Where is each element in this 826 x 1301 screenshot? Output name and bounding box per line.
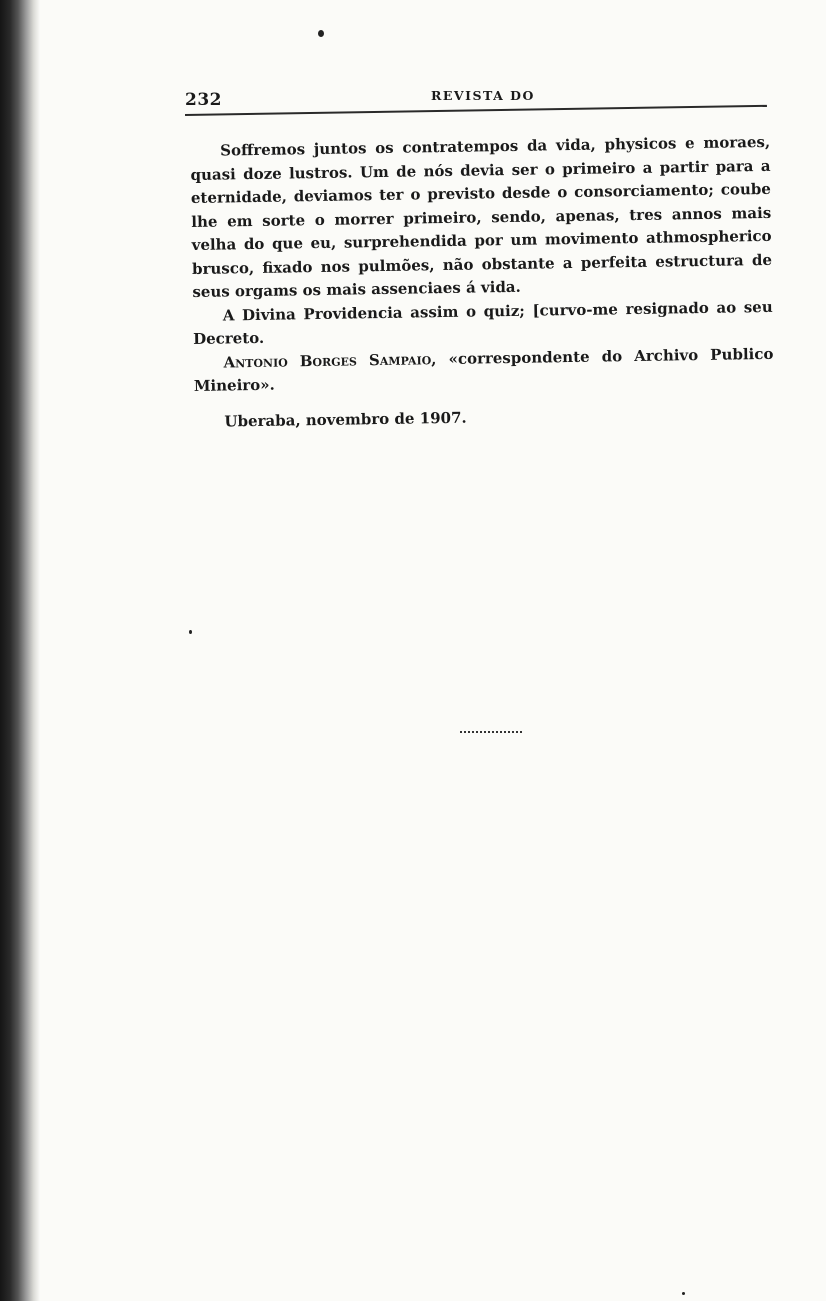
ink-speck [318,30,324,37]
page-number: 232 [185,90,222,110]
article-body [190,131,775,434]
end-divider [460,731,522,733]
dateline: Uberaba, novembro de 1907. [224,408,467,430]
signature-title: «correspondente do Archivo Publico Mineiro». [193,344,774,395]
signature-name: Antonio Borges Sampaio, [223,349,437,372]
running-head: REVISTA DO [431,88,535,103]
book-binding-edge [0,0,40,1301]
paragraph: Soffremos juntos os contratempos da vida, physicos e moraes, quasi doze lustros. Um de nós devia ser o primeiro a partir para a eternidade, deviamos ter o previsto desde o consorciamento; coube lhe em sorte o morrer primeiro, sendo, apenas, tres annos mais velha do que eu, surprehendida por um movimento athmospherico brusco, fixado nos pulmões, não obstante a perfeita estructura de seus orgams os mais assenciaes á vida. [190,132,773,301]
ink-speck [189,630,192,634]
signature-line [193,342,774,398]
paragraph: A Divina Providencia assim o quiz; [curvo-me resignado ao seu Decreto. [192,297,773,348]
page-header [185,84,767,108]
ink-speck [682,1292,685,1295]
